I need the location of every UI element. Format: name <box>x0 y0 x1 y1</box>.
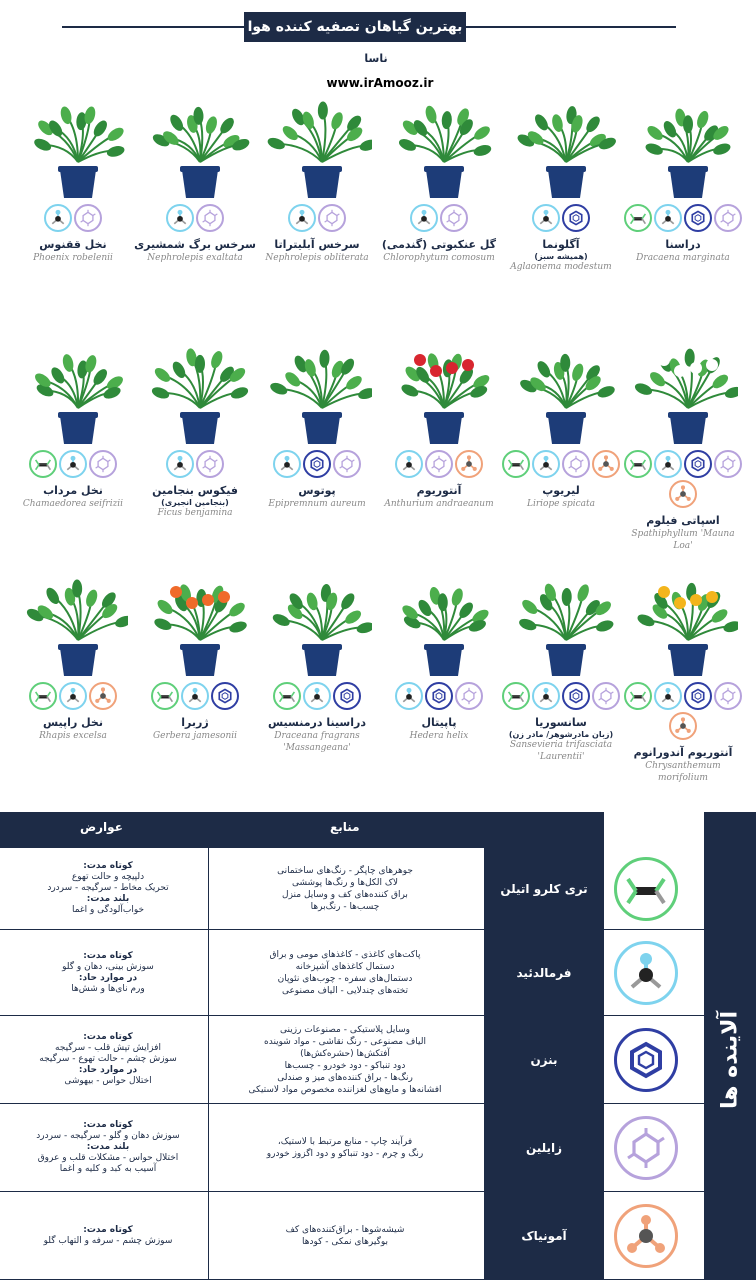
ammonia-icon <box>614 1204 678 1268</box>
formaldehyde-icon <box>288 204 316 232</box>
formaldehyde-icon <box>395 682 423 710</box>
pollutant-icons <box>622 204 744 232</box>
plant-name: فیکوس بنجامین <box>152 484 238 497</box>
xylene-icon <box>196 450 224 478</box>
pollutant-row <box>0 1016 704 1104</box>
effect-heading: کوتاه مدت: <box>83 1224 133 1235</box>
effect-heading: در موارد حاد: <box>78 972 138 983</box>
effect-line: سوزش چشم - سرفه و التهاب گلو <box>43 1235 173 1246</box>
plant-latin-name: Anthurium andraeanum <box>384 499 494 509</box>
plant-card <box>134 330 256 519</box>
formaldehyde-icon <box>532 204 560 232</box>
pollutant-icons <box>12 204 134 232</box>
formaldehyde-icon <box>654 450 682 478</box>
trichloroethylene-icon <box>624 204 652 232</box>
plant-illustration <box>506 84 616 200</box>
pollutant-icons <box>622 682 744 740</box>
plant-name: آنتوریوم آندورانوم <box>633 746 733 759</box>
plant-name: نخل راپیس <box>43 716 103 729</box>
plant-illustration <box>140 330 250 446</box>
plant-latin-name: Chrysanthemum morifolium <box>645 761 721 783</box>
pollutant-sources <box>210 848 480 929</box>
xylene-icon <box>714 204 742 232</box>
plant-card <box>378 562 500 742</box>
pollutant-icons <box>134 682 256 710</box>
xylene-icon <box>425 450 453 478</box>
pollutants-label: آلاینده ها <box>717 1010 743 1110</box>
pollutant-sources <box>210 1192 480 1279</box>
effect-heading: بلند مدت: <box>86 1142 130 1152</box>
pollutant-effects <box>8 848 208 929</box>
pollutant-icons <box>378 682 500 710</box>
plant-latin-name: Gerbera jamesonii <box>152 731 238 741</box>
plant-name: پاپیتال <box>421 716 457 729</box>
source-line: فرآیند چاپ - منابع مرتبط با لاستیک، <box>277 1136 413 1147</box>
xylene-icon <box>333 450 361 478</box>
plant-latin-name: Nephrolepis exaltata <box>147 253 243 263</box>
plant-latin-name: Phoenix robelenii <box>33 253 113 263</box>
trichloroethylene-icon <box>624 682 652 710</box>
source-line: جوهرهای چاپگر - رنگ‌های ساختمانی <box>277 865 413 876</box>
formaldehyde-icon <box>654 682 682 710</box>
source-line: تخته‌های چندلایی - الیاف مصنوعی <box>281 985 409 996</box>
effect-line: تحریک مخاط - سرگیجه - سردرد <box>47 883 169 893</box>
pollutant-icons <box>12 450 134 478</box>
effect-line: اختلال حواس - مشکلات قلب و عروق <box>37 1153 179 1163</box>
plant-card <box>12 84 134 264</box>
trichloroethylene-icon <box>502 682 530 710</box>
formaldehyde-icon <box>273 450 301 478</box>
plant-alt-name: (زبان مادرشوهر/ مادر زن) <box>508 730 614 739</box>
formaldehyde-icon <box>166 450 194 478</box>
plant-card <box>622 330 744 552</box>
plant-latin-name: Dracaena marginata <box>636 253 730 263</box>
xylene-icon <box>440 204 468 232</box>
plant-illustration <box>384 562 494 678</box>
plant-name: گل عنکبوتی (گندمی) <box>381 238 497 251</box>
pollutant-icons <box>500 682 622 710</box>
pollutant-icons <box>500 204 622 232</box>
plant-illustration <box>506 330 616 446</box>
benzene-icon <box>425 682 453 710</box>
formaldehyde-icon <box>181 682 209 710</box>
formaldehyde-icon <box>59 682 87 710</box>
plant-illustration <box>140 84 250 200</box>
effect-heading: کوتاه مدت: <box>83 950 133 961</box>
pollutant-name: آمونیاک <box>484 1192 604 1279</box>
formaldehyde-icon <box>654 204 682 232</box>
trichloroethylene-icon <box>29 450 57 478</box>
pollutant-effects <box>8 1104 208 1191</box>
plant-card <box>500 84 622 273</box>
plant-name: آنتوریوم <box>416 484 462 497</box>
effect-line: ورم نای‌ها و شش‌ها <box>71 983 145 994</box>
plant-illustration <box>262 562 372 678</box>
plant-latin-name: Draceana fragrans 'Massangeana' <box>274 731 360 753</box>
plant-name: ژربرا <box>181 716 209 729</box>
source-line: چسب‌ها - رنگ‌برها <box>310 901 380 912</box>
plant-latin-name: Epipremnum aureum <box>268 499 366 509</box>
effect-line: آسیب به کبد و کلیه و اغما <box>59 1164 157 1174</box>
plant-card <box>134 562 256 742</box>
xylene-icon <box>714 682 742 710</box>
effects-header: عوارض <box>80 820 123 834</box>
pollutant-effects <box>8 930 208 1015</box>
xylene-icon <box>89 450 117 478</box>
formaldehyde-icon <box>532 682 560 710</box>
trichloroethylene-icon <box>29 682 57 710</box>
table-divider <box>208 848 209 1280</box>
pollutant-name: زایلین <box>484 1104 604 1191</box>
plant-name: لیریوپ <box>542 484 580 497</box>
formaldehyde-icon <box>614 941 678 1005</box>
effect-heading: کوتاه مدت: <box>83 1032 133 1042</box>
plant-illustration <box>140 562 250 678</box>
pollutant-sources <box>210 1016 480 1103</box>
formaldehyde-icon <box>532 450 560 478</box>
plant-name: نخل ققنوس <box>39 238 107 251</box>
formaldehyde-icon <box>303 682 331 710</box>
plant-illustration <box>262 330 372 446</box>
plant-card <box>500 330 622 510</box>
pollutant-name: تری کلرو اتیلن <box>484 848 604 929</box>
plant-card <box>622 562 744 784</box>
pollutant-effects <box>8 1016 208 1103</box>
source-line: افشانه‌ها و مایع‌های لغزاننده مخصوص مواد لاستیکی <box>248 1084 442 1095</box>
benzene-icon <box>562 682 590 710</box>
plant-illustration <box>384 84 494 200</box>
pollutant-name: بنزن <box>484 1016 604 1103</box>
pollutant-icons <box>256 450 378 478</box>
xylene-icon <box>592 682 620 710</box>
benzene-icon <box>303 450 331 478</box>
source-line: وسایل پلاستیکی - مصنوعات رزینی <box>280 1024 410 1035</box>
plant-illustration <box>628 84 738 200</box>
ammonia-icon <box>592 450 620 478</box>
plant-name: اسپاتی فیلوم <box>646 514 720 527</box>
plant-latin-name: Ficus benjamina <box>157 508 233 518</box>
source-line: رنگ‌ها - براق کننده‌های میز و صندلی <box>277 1072 413 1083</box>
benzene-icon <box>684 450 712 478</box>
plant-name: سرخس آبلیتراتا <box>274 238 360 251</box>
plant-card <box>12 330 134 510</box>
effect-line: سوزش دهان و گلو - سرگیجه - سردرد <box>36 1131 180 1141</box>
plant-latin-name: Aglaonema modestum <box>510 262 612 272</box>
source-line: شیشه‌شوها - براق‌کننده‌های کف <box>285 1224 405 1235</box>
source-line: براق کننده‌های کف و وسایل منزل <box>282 889 408 900</box>
effect-heading: در موارد حاد: <box>78 1065 138 1075</box>
plant-illustration <box>384 330 494 446</box>
benzene-icon <box>614 1028 678 1092</box>
source-line: الیاف مصنوعی - رنگ نقاشی - مواد شوینده <box>264 1036 426 1047</box>
trichloroethylene-icon <box>502 450 530 478</box>
sources-header: منابع <box>330 820 360 834</box>
pollutant-icons <box>256 682 378 710</box>
effect-line: اختلال حواس - بیهوشی <box>64 1076 152 1086</box>
benzene-icon <box>684 682 712 710</box>
plant-alt-name: (بنجامین انجیری) <box>161 498 229 507</box>
effect-line: خواب‌آلودگی و اغما <box>71 905 145 915</box>
benzene-icon <box>562 204 590 232</box>
pollutant-icons <box>134 204 256 232</box>
plant-card <box>256 330 378 510</box>
source-line: دود تنباکو - دود خودرو - چسب‌ها <box>284 1060 406 1071</box>
effect-heading: بلند مدت: <box>86 894 130 904</box>
plant-illustration <box>628 330 738 446</box>
plant-latin-name: Liriope spicata <box>526 499 596 509</box>
xylene-icon <box>455 682 483 710</box>
effect-line: دلپیچه و حالت تهوع <box>71 872 145 882</box>
plant-latin-name: Sansevieria trifasciata 'Laurentii' <box>509 740 613 762</box>
formaldehyde-icon <box>410 204 438 232</box>
plant-card <box>378 330 500 510</box>
plant-name: دراسنا <box>665 238 701 251</box>
pollutant-icons <box>256 204 378 232</box>
source-line: بوگیرهای نمکی - کودها <box>301 1236 389 1247</box>
plant-illustration <box>628 562 738 678</box>
plant-name: سرخس برگ شمشیری <box>134 238 256 251</box>
effect-line: سوزش بینی، دهان و گلو <box>62 961 154 972</box>
xylene-icon <box>614 1116 678 1180</box>
plant-alt-name: (همیشه سبز) <box>534 252 588 261</box>
effect-heading: کوتاه مدت: <box>83 861 133 871</box>
pollutant-icons <box>378 204 500 232</box>
xylene-icon <box>74 204 102 232</box>
effect-line: افزایش تپش قلب - سرگیجه <box>55 1043 161 1053</box>
pollutant-row <box>0 1104 704 1192</box>
plant-illustration <box>18 330 128 446</box>
pollutant-row <box>0 848 704 930</box>
benzene-icon <box>211 682 239 710</box>
pollutant-icons <box>134 450 256 478</box>
benzene-icon <box>333 682 361 710</box>
pollutant-name: فرمالدئید <box>484 930 604 1015</box>
trichloroethylene-icon <box>273 682 301 710</box>
xylene-icon <box>318 204 346 232</box>
pollutant-sources <box>210 1104 480 1191</box>
source-line: لاک الکل‌ها و رنگ‌ها پوششی <box>291 877 399 888</box>
plant-card <box>256 84 378 264</box>
plant-name: سانسوریا <box>535 716 587 729</box>
source-label: ناسا <box>364 52 388 65</box>
pollutant-icons <box>12 682 134 710</box>
plant-latin-name: Nephrolepis obliterata <box>265 253 369 263</box>
trichloroethylene-icon <box>614 857 678 921</box>
plant-latin-name: Hedera helix <box>409 731 469 741</box>
formaldehyde-icon <box>166 204 194 232</box>
plant-card <box>378 84 500 264</box>
pollutant-row <box>0 930 704 1016</box>
pollutant-icons <box>500 450 622 478</box>
trichloroethylene-icon <box>151 682 179 710</box>
formaldehyde-icon <box>44 204 72 232</box>
pollutant-sources <box>210 930 480 1015</box>
plant-latin-name: Chamaedorea seifrizii <box>22 499 124 509</box>
plant-name: آگلونما <box>542 238 580 251</box>
xylene-icon <box>196 204 224 232</box>
plant-illustration <box>506 562 616 678</box>
ammonia-icon <box>669 712 697 740</box>
pollutant-icons <box>622 450 744 508</box>
plant-card <box>256 562 378 754</box>
effect-heading: کوتاه مدت: <box>83 1120 133 1130</box>
website-link[interactable]: www.irAmooz.ir <box>326 76 434 90</box>
xylene-icon <box>714 450 742 478</box>
source-line: دستمال کاغذهای آشپزخانه <box>295 961 395 972</box>
xylene-icon <box>562 450 590 478</box>
plant-card <box>134 84 256 264</box>
ammonia-icon <box>89 682 117 710</box>
pollutant-effects <box>8 1192 208 1279</box>
source-line: پاکت‌های کاغذی - کاغذهای مومی و براق <box>269 949 421 960</box>
plant-card <box>500 562 622 763</box>
ammonia-icon <box>455 450 483 478</box>
source-line: رنگ و چرم - دود تنباکو و دود اگزوز خودرو <box>266 1148 424 1159</box>
plant-latin-name: Spathiphyllum 'Mauna Loa' <box>631 529 735 551</box>
plant-name: نخل مرداب <box>43 484 103 497</box>
effect-line: سوزش چشم - حالت تهوع - سرگیجه <box>39 1054 177 1064</box>
plant-latin-name: Chlorophytum comosum <box>383 253 495 263</box>
pollutant-icons <box>378 450 500 478</box>
source-line: دستمال‌های سفره - چوب‌های نئوپان <box>277 973 413 984</box>
plant-illustration <box>18 562 128 678</box>
plant-name: دراسینا درمنسیس <box>267 716 367 729</box>
plant-card <box>622 84 744 264</box>
formaldehyde-icon <box>59 450 87 478</box>
benzene-icon <box>684 204 712 232</box>
source-line: آفتکش‌ها (حشره‌کش‌ها) <box>300 1048 390 1059</box>
plant-latin-name: Rhapis excelsa <box>39 731 107 741</box>
ammonia-icon <box>669 480 697 508</box>
trichloroethylene-icon <box>624 450 652 478</box>
formaldehyde-icon <box>395 450 423 478</box>
plant-illustration <box>262 84 372 200</box>
plant-name: پوتوس <box>298 484 336 497</box>
plant-card <box>12 562 134 742</box>
pollutant-row <box>0 1192 704 1280</box>
plant-illustration <box>18 84 128 200</box>
page-title: بهترین گیاهان تصفیه کننده هوا <box>244 12 466 42</box>
